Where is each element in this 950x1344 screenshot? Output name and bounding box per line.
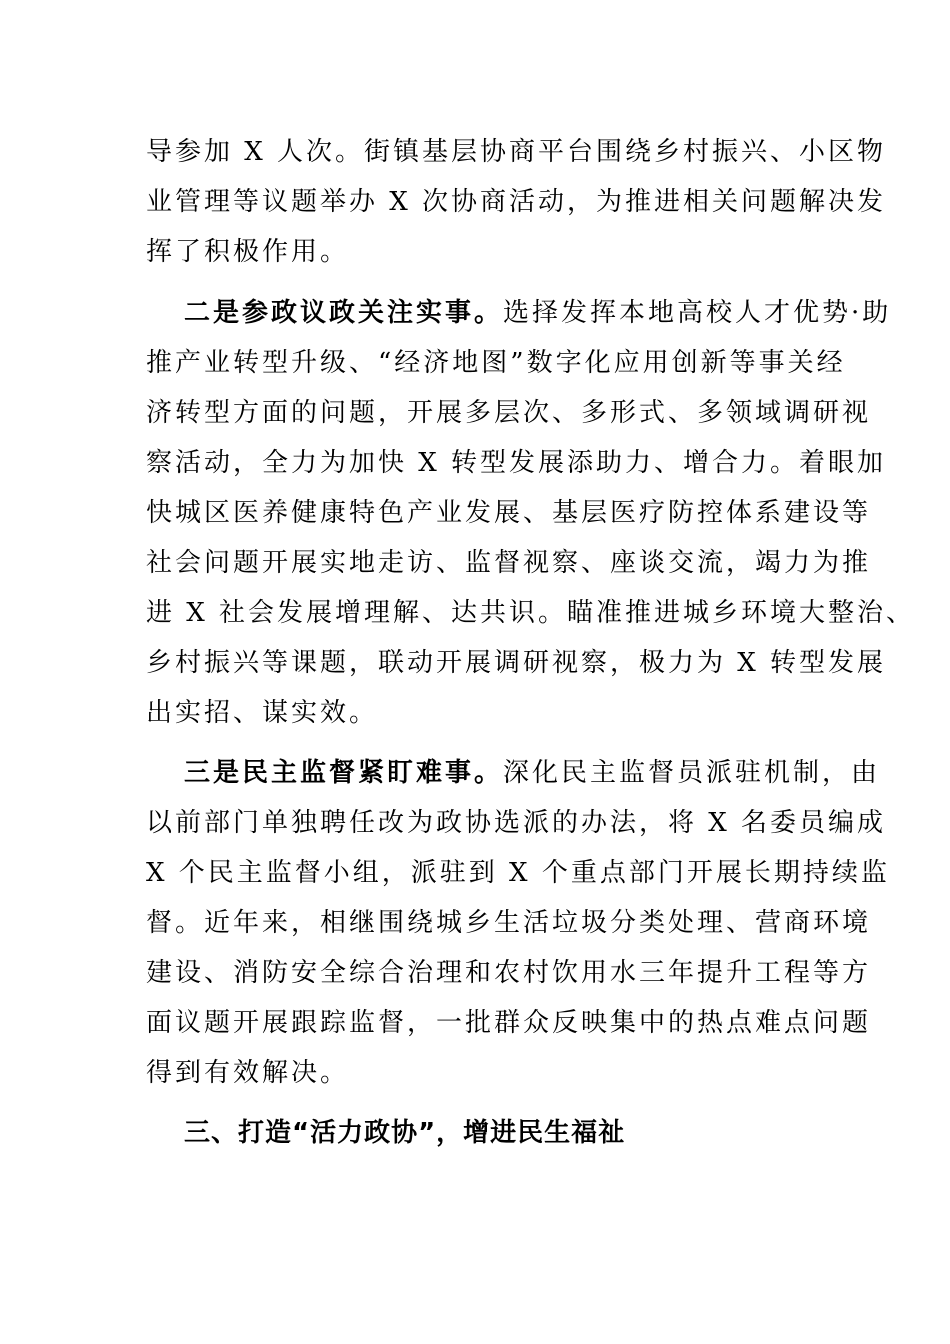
paragraph2-line-6: 社会问题开展实地走访、监督视察、座谈交流，竭力为推 [146,548,872,578]
paragraph3-line-4: 督。近年来，相继围绕城乡生活垃圾分类处理、营商环境 [146,908,872,938]
paragraph3-first-line-rest: 深化民主监督员派驻机制，由 [503,758,881,788]
paragraph2-line-3: 济转型方面的问题，开展多层次、多形式、多领域调研视 [146,398,872,428]
paragraph2-line-8: 乡村振兴等课题，联动开展调研视察，极力为 X 转型发展 [146,648,887,678]
paragraph3-lead: 三是民主监督紧盯难事。 [184,758,504,788]
paragraph1-line-2: 业管理等议题举办 X 次协商活动，为推进相关问题解决发 [146,187,887,217]
paragraph2-line-5: 快城区医养健康特色产业发展、基层医疗防控体系建设等 [146,498,872,528]
paragraph1-line-1: 导参加 X 人次。街镇基层协商平台围绕乡村振兴、小区物 [146,137,887,167]
paragraph2-line-7: 进 X 社会发展增理解、达共识。瞄准推进城乡环境大整治、 [146,598,916,628]
paragraph2-first-line-rest: 选择发挥本地高校人才优势·助 [503,298,892,328]
paragraph3-line-7: 得到有效解决。 [146,1058,350,1088]
paragraph3-line-3: X 个民主监督小组，派驻到 X 个重点部门开展长期持续监 [146,858,890,888]
paragraph3-line-5: 建设、消防安全综合治理和农村饮用水三年提升工程等方 [146,958,872,988]
paragraph1-line-3: 挥了积极作用。 [146,237,350,267]
paragraph2-line-9: 出实招、谋实效。 [146,698,379,728]
paragraph2-first-line [184,293,892,333]
paragraph3-first-line [184,753,884,793]
paragraph2-line-4: 察活动，全力为加快 X 转型发展添助力、增合力。着眼加 [146,448,887,478]
paragraph2-lead: 二是参政议政关注实事。 [184,298,504,328]
paragraph3-line-2: 以前部门单独聘任改为政协选派的办法，将 X 名委员编成 [146,808,887,838]
section-heading: 三、打造“活力政协”，增进民生福祉 [184,1118,626,1148]
paragraph3-line-6: 面议题开展跟踪监督，一批群众反映集中的热点难点问题 [146,1008,872,1038]
paragraph2-line-2: 推产业转型升级、“经济地图”数字化应用创新等事关经 [146,348,846,378]
